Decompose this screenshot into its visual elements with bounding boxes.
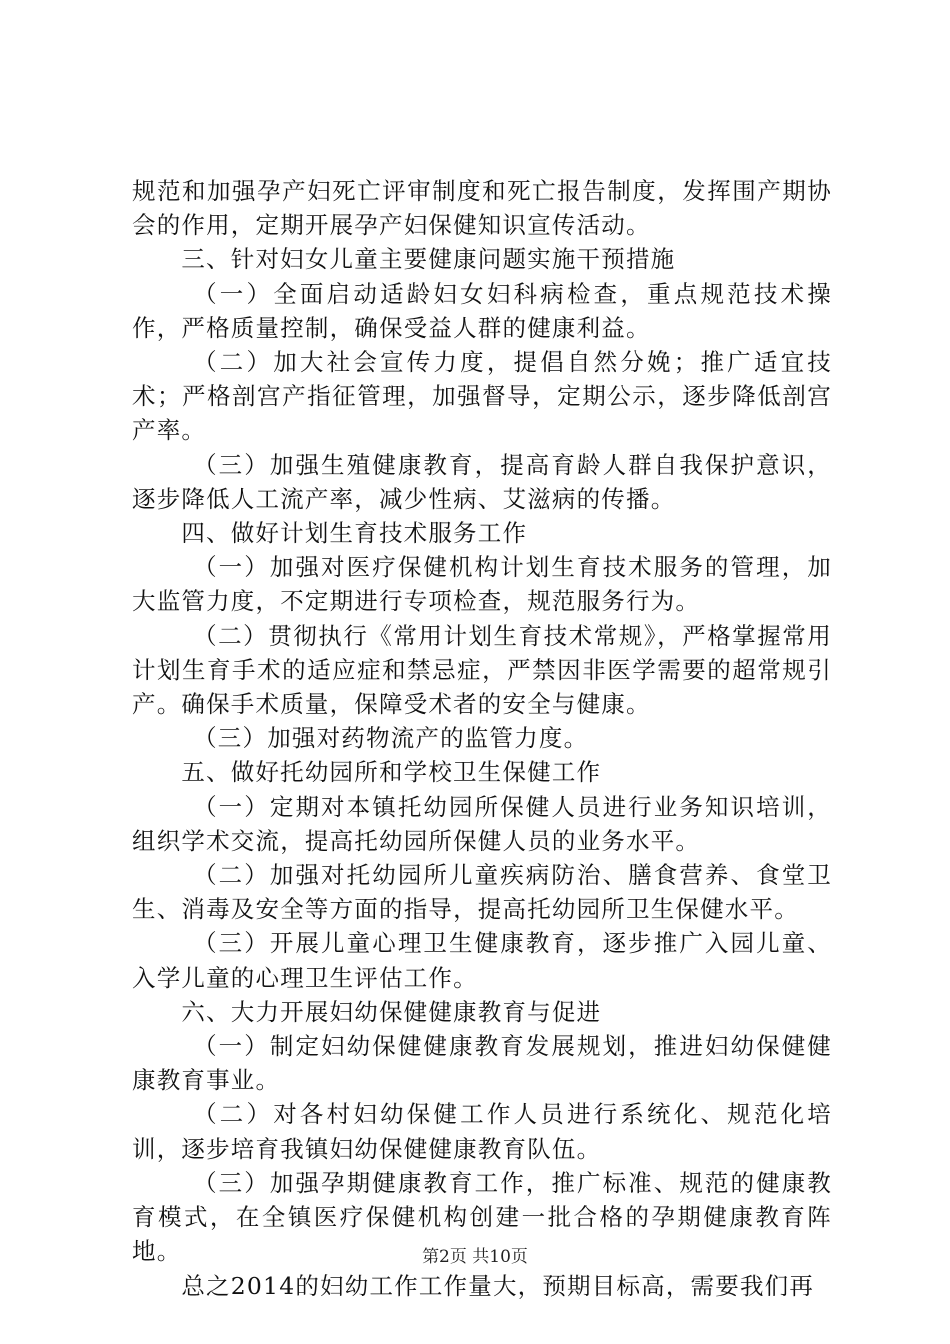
list-item-3-2: （二）加大社会宣传力度，提倡自然分娩；推广适宜技术；严格剖宫产指征管理，加强督导，定期公示，逐步降低剖宫产率。	[132, 348, 832, 445]
page-footer	[0, 1242, 950, 1267]
section-heading-6: 六、大力开展妇幼保健健康教育与促进	[181, 997, 602, 1026]
list-item-5-3: （三）开展儿童心理卫生健康教育，逐步推广入园儿童、入学儿童的心理卫生评估工作。	[132, 929, 832, 992]
closing-paragraph: 总之2014的妇幼工作工作量大，预期目标高，需要我们再	[181, 1271, 815, 1300]
list-item-3-1: （一）全面启动适龄妇女妇科病检查，重点规范技术操作，严格质量控制，确保受益人群的健康利益。	[132, 279, 832, 342]
section-heading-3: 三、针对妇女儿童主要健康问题实施干预措施	[181, 245, 676, 274]
section-heading-5: 五、做好托幼园所和学校卫生保健工作	[181, 758, 602, 787]
list-item-6-1: （一）制定妇幼保健健康教育发展规划，推进妇幼保健健康教育事业。	[132, 1032, 832, 1095]
list-item-3-3: （三）加强生殖健康教育，提高育龄人群自我保护意识，逐步降低人工流产率，减少性病、艾滋病的传播。	[132, 450, 832, 513]
list-item-4-3: （三）加强对药物流产的监管力度。	[193, 724, 589, 753]
document-body	[132, 174, 832, 1303]
list-item-4-2: （二）贯彻执行《常用计划生育技术常规》，严格掌握常用计划生育手术的适应症和禁忌症，严禁因非医学需要的超常规引产。确保手术质量，保障受术者的安全与健康。	[132, 621, 832, 719]
section-heading-4: 四、做好计划生育技术服务工作	[181, 519, 528, 548]
page-number: 第2页 共10页	[422, 1247, 528, 1267]
list-item-5-2: （二）加强对托幼园所儿童疾病防治、膳食营养、食堂卫生、消毒及安全等方面的指导，提高托幼园所卫生保健水平。	[132, 861, 832, 924]
list-item-6-2: （二）对各村妇幼保健工作人员进行系统化、规范化培训，逐步培育我镇妇幼保健健康教育队伍。	[132, 1100, 832, 1163]
paragraph-continuation: 规范和加强孕产妇死亡评审制度和死亡报告制度，发挥围产期协会的作用，定期开展孕产妇保健知识宣传活动。	[132, 177, 832, 240]
list-item-6-3: （三）加强孕期健康教育工作，推广标准、规范的健康教育模式，在全镇医疗保健机构创建一批合格的孕期健康教育阵地。	[132, 1168, 832, 1266]
list-item-4-1: （一）加强对医疗保健机构计划生育技术服务的管理，加大监管力度，不定期进行专项检查，规范服务行为。	[132, 553, 832, 616]
list-item-5-1: （一）定期对本镇托幼园所保健人员进行业务知识培训，组织学术交流，提高托幼园所保健人员的业务水平。	[132, 792, 832, 855]
